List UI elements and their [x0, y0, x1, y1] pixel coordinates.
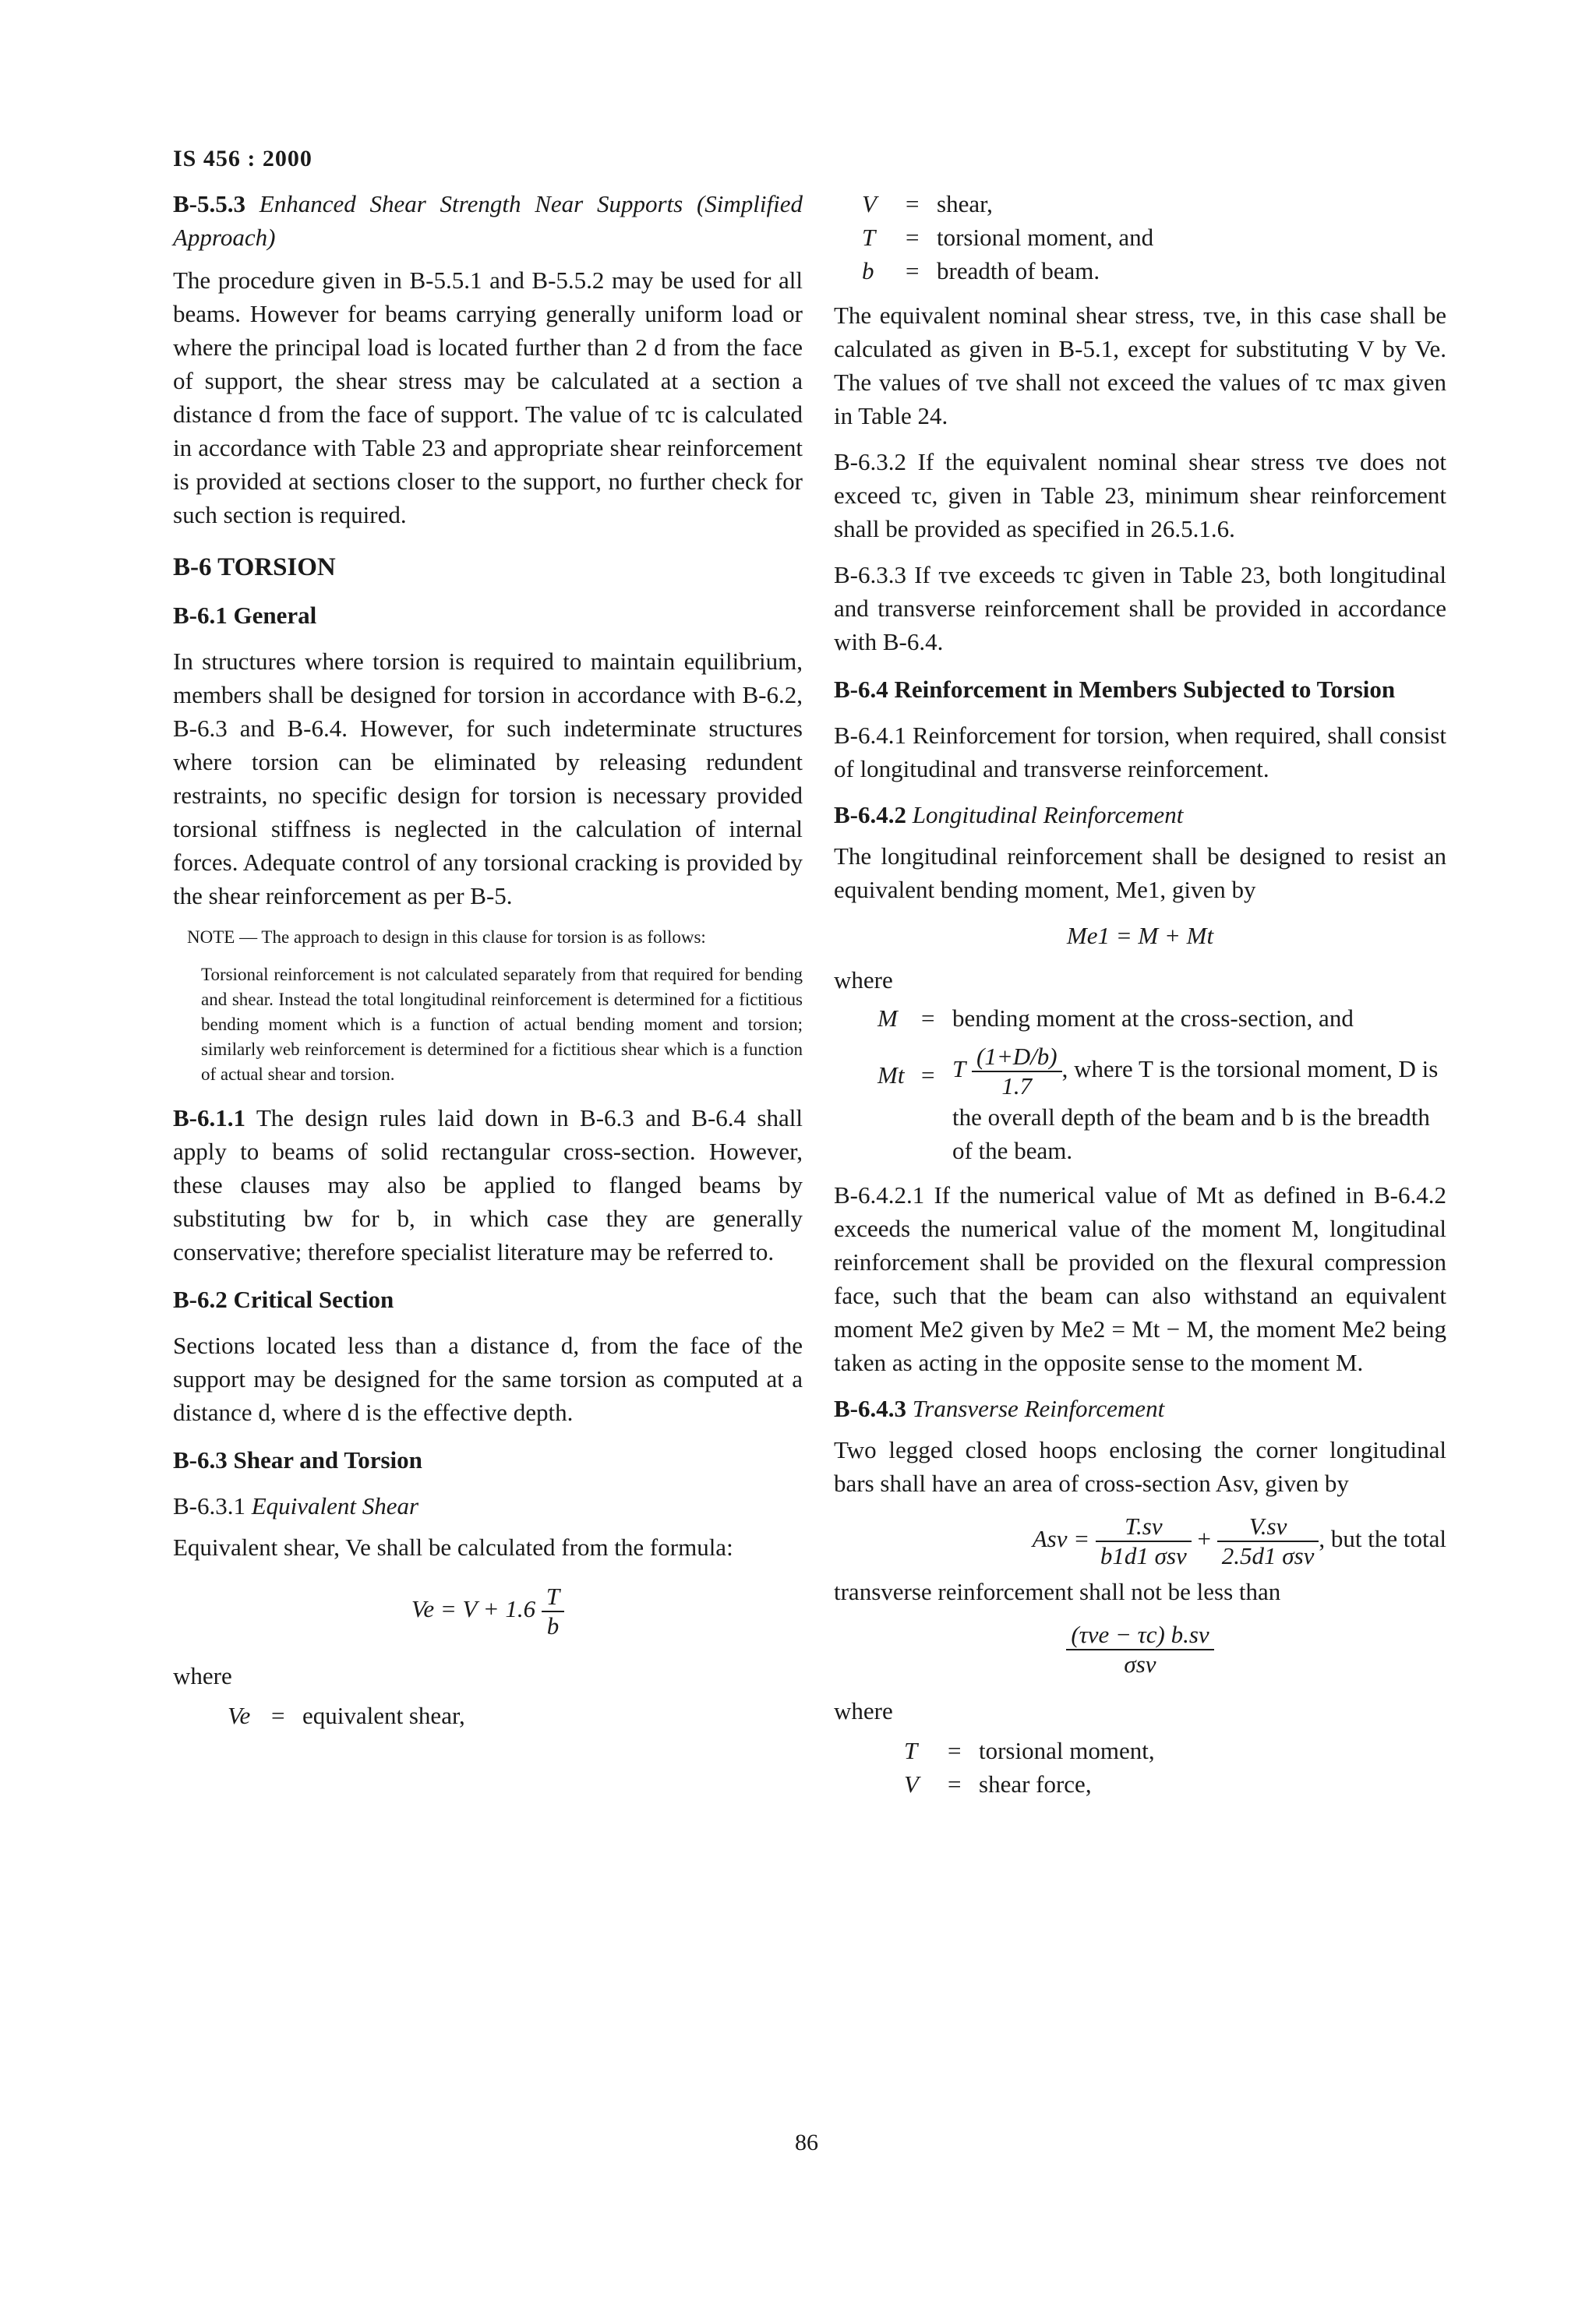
equals-sign: =	[948, 1737, 962, 1764]
clause-b642-text: The longitudinal reinforcement shall be designed to resist an equivalent bending moment, Me1, given by	[834, 842, 1446, 903]
asv-formula	[834, 1513, 1446, 1570]
ve-formula	[173, 1583, 803, 1640]
fraction-denominator: b1d1 σsv	[1100, 1542, 1187, 1569]
clause-b632: B-6.3.2 If the equivalent nominal shear stress τve does not exceed τc, given in Table 23, minimum shear reinforcement shall be provided as specified in 26.5.1.6.	[834, 448, 1446, 542]
definition-text: T $\frac{(1+D/b)}{1.7}$ , where T is the torsional moment, D is the overall depth of the beam and b is the breadth of the beam.	[952, 1043, 1439, 1164]
clause-b611	[173, 1101, 803, 1269]
note-block	[187, 925, 803, 1087]
formula-lhs: Ve = V + 1.6	[411, 1595, 536, 1623]
definition-row	[862, 187, 1446, 221]
fraction-numerator: V.sv	[1217, 1513, 1319, 1542]
definition-text: bending moment at the cross-section, and	[952, 1004, 1354, 1032]
definition-symbol: T	[862, 224, 876, 251]
equals-sign: =	[921, 1004, 935, 1032]
clause-b633: B-6.3.3 If τve exceeds τc given in Table 23, both longitudinal and transverse reinforcement shall be provided in accordance with B-6.4.	[834, 561, 1446, 655]
heading-b63: B-6.3 Shear and Torsion	[173, 1446, 422, 1474]
clause-title: Enhanced Shear Strength Near Supports (Simplified Approach)	[173, 190, 803, 251]
definition-row	[862, 221, 1446, 254]
definition-row	[904, 1767, 1446, 1801]
page-number: 86	[795, 2130, 818, 2155]
asv-text-2: transverse reinforcement shall not be less than	[834, 1578, 1281, 1605]
definition-mt	[877, 1043, 1446, 1167]
min-reinforcement-formula	[834, 1621, 1446, 1678]
definition-ve	[228, 1699, 803, 1732]
definition-text: breadth of beam.	[937, 257, 1100, 284]
clause-b642-heading	[834, 798, 1446, 831]
fraction-denominator: 1.7	[1001, 1072, 1033, 1100]
equals-sign: =	[906, 257, 920, 284]
clause-b643-heading	[834, 1392, 1446, 1425]
mt-definition-text: , where T is the torsional moment, D is the overall depth of the beam and b is the breadth of the beam.	[952, 1055, 1439, 1164]
heading-b61: B-6.1 General	[173, 602, 317, 629]
formula-tail: , but the total	[1319, 1525, 1446, 1553]
clause-b6421: B-6.4.2.1 If the numerical value of Mt as defined in B-6.4.2 exceeds the numerical value of the moment M, longitudinal reinforcement shall be provided on the flexural compression face, such that the beam can also withstand an equivalent moment Me2 given by Me2 = Mt − M, the moment Me2 being taken as acting in the opposite sense to the moment M.	[834, 1181, 1446, 1376]
definition-text: shear,	[937, 190, 993, 217]
asv-fraction-1	[1096, 1513, 1192, 1570]
definition-symbol: V	[904, 1770, 919, 1798]
fraction-numerator: (1+D/b)	[972, 1043, 1062, 1072]
equals-sign: =	[948, 1770, 962, 1798]
section-heading-torsion: B-6 TORSION	[173, 553, 336, 581]
clause-title: Equivalent Shear	[251, 1492, 419, 1520]
note-body: Torsional reinforcement is not calculated separately from that required for bending and shear. Instead the total longitudinal reinforcement is determined for a fictitious bending moment which is a function of actual bending moment and torsion; similarly web reinforcement is determined for a fictitious shear which is a function of actual shear and torsion.	[201, 965, 803, 1084]
clause-title: Longitudinal Reinforcement	[912, 801, 1184, 828]
right-column	[834, 187, 1446, 1812]
definition-symbol: b	[862, 257, 874, 284]
definition-row	[904, 1734, 1446, 1767]
clause-b631-heading	[173, 1489, 803, 1523]
formula-lhs: Asv =	[1032, 1525, 1090, 1553]
clause-b643-text: Two legged closed hoops enclosing the corner longitudinal bars shall have an area of cross-section Asv, given by	[834, 1436, 1446, 1497]
where-label: where	[173, 1662, 232, 1689]
definition-text: torsional moment, and	[937, 224, 1154, 251]
equals-sign: =	[271, 1702, 285, 1729]
clause-text: The design rules laid down in B-6.3 and B-6.4 shall apply to beams of solid rectangular cross-section. However, these clauses may also be applied to flanged beams by substituting bw for b, in which case they are generally conservative; therefore specialist literature may be referred to.	[173, 1104, 803, 1265]
heading-b64: B-6.4 Reinforcement in Members Subjected to Torsion	[834, 676, 1396, 703]
definition-m	[877, 1001, 1446, 1035]
clause-number: B-6.4.2	[834, 801, 906, 828]
fraction-denominator: σsv	[1124, 1650, 1156, 1678]
mt-fraction	[972, 1043, 1062, 1100]
where-label: where	[834, 966, 893, 994]
equals-sign: =	[906, 190, 920, 217]
where-label: where	[834, 1697, 893, 1724]
definition-text: equivalent shear,	[302, 1702, 465, 1729]
standard-header: IS 456 : 2000	[173, 146, 312, 171]
plus-sign: +	[1197, 1525, 1212, 1553]
asv-fraction-2	[1217, 1513, 1319, 1570]
clause-number: B-6.3.1	[173, 1492, 245, 1520]
clause-b553-text: The procedure given in B-5.5.1 and B-5.5.2 may be used for all beams. However for beams carrying generally uniform load or where the principal load is located further than 2 d from the face of support, the shear stress may be calculated at a section a distance d from the face of support. The value of τc is calculated in accordance with Table 23 and appropriate shear reinforcement is provided at sections closer to the support, no further check for such section is required.	[173, 267, 803, 528]
definitions-list-2	[904, 1734, 1446, 1801]
clause-number: B-6.1.1	[173, 1104, 245, 1131]
clause-b641: B-6.4.1 Reinforcement for torsion, when required, shall consist of longitudinal and transverse reinforcement.	[834, 722, 1446, 782]
definition-text: torsional moment,	[979, 1737, 1155, 1764]
equals-sign: =	[906, 224, 920, 251]
equals-sign: =	[921, 1061, 935, 1089]
clause-b631-text: Equivalent shear, Ve shall be calculated from the formula:	[173, 1534, 733, 1561]
para-equivalent-nominal-shear-stress: The equivalent nominal shear stress, τve, in this case shall be calculated as given in B-5.1, except for substituting V by Ve. The values of τve shall not exceed the values of τc max given in Table 24.	[834, 302, 1446, 429]
clause-b553-heading	[173, 187, 803, 254]
note-lead: NOTE — The approach to design in this clause for torsion is as follows:	[187, 927, 706, 947]
clause-title: Transverse Reinforcement	[912, 1395, 1165, 1422]
fraction-numerator: T.sv	[1096, 1513, 1192, 1542]
fraction-numerator: T	[542, 1583, 564, 1612]
fraction-denominator: 2.5d1 σsv	[1221, 1542, 1315, 1569]
definition-row	[862, 254, 1446, 288]
fraction-numerator: (τve − τc) b.sv	[1066, 1621, 1213, 1650]
definition-symbol: M	[877, 1004, 898, 1032]
heading-b62: B-6.2 Critical Section	[173, 1286, 394, 1313]
definition-symbol: Mt	[877, 1061, 905, 1089]
definition-symbol: V	[862, 190, 877, 217]
definition-symbol: Ve	[228, 1702, 251, 1729]
definition-symbol: T	[904, 1737, 918, 1764]
fraction-denominator: b	[546, 1612, 560, 1640]
definitions-list	[862, 187, 1446, 288]
clause-number: B-5.5.3	[173, 190, 245, 217]
clause-number: B-6.4.3	[834, 1395, 906, 1422]
min-fraction	[1066, 1621, 1213, 1678]
left-column	[173, 187, 803, 1732]
formula-fraction	[542, 1583, 564, 1640]
clause-b61-text: In structures where torsion is required to maintain equilibrium, members shall be designed for torsion in accordance with B-6.2, B-6.3 and B-6.4. However, for such indeterminate structures where torsion can be eliminated by releasing redundent restraints, no specific design for torsion is necessary provided torsional stiffness is neglected in the calculation of internal forces. Adequate control of any torsional cracking is provided by the shear reinforcement as per B-5.	[173, 648, 803, 909]
clause-b62-text: Sections located less than a distance d, from the face of the support may be designed for the same torsion as computed at a distance d, where d is the effective depth.	[173, 1332, 803, 1426]
definition-text: shear force,	[979, 1770, 1092, 1798]
me1-formula: Me1 = M + Mt	[1066, 922, 1214, 949]
